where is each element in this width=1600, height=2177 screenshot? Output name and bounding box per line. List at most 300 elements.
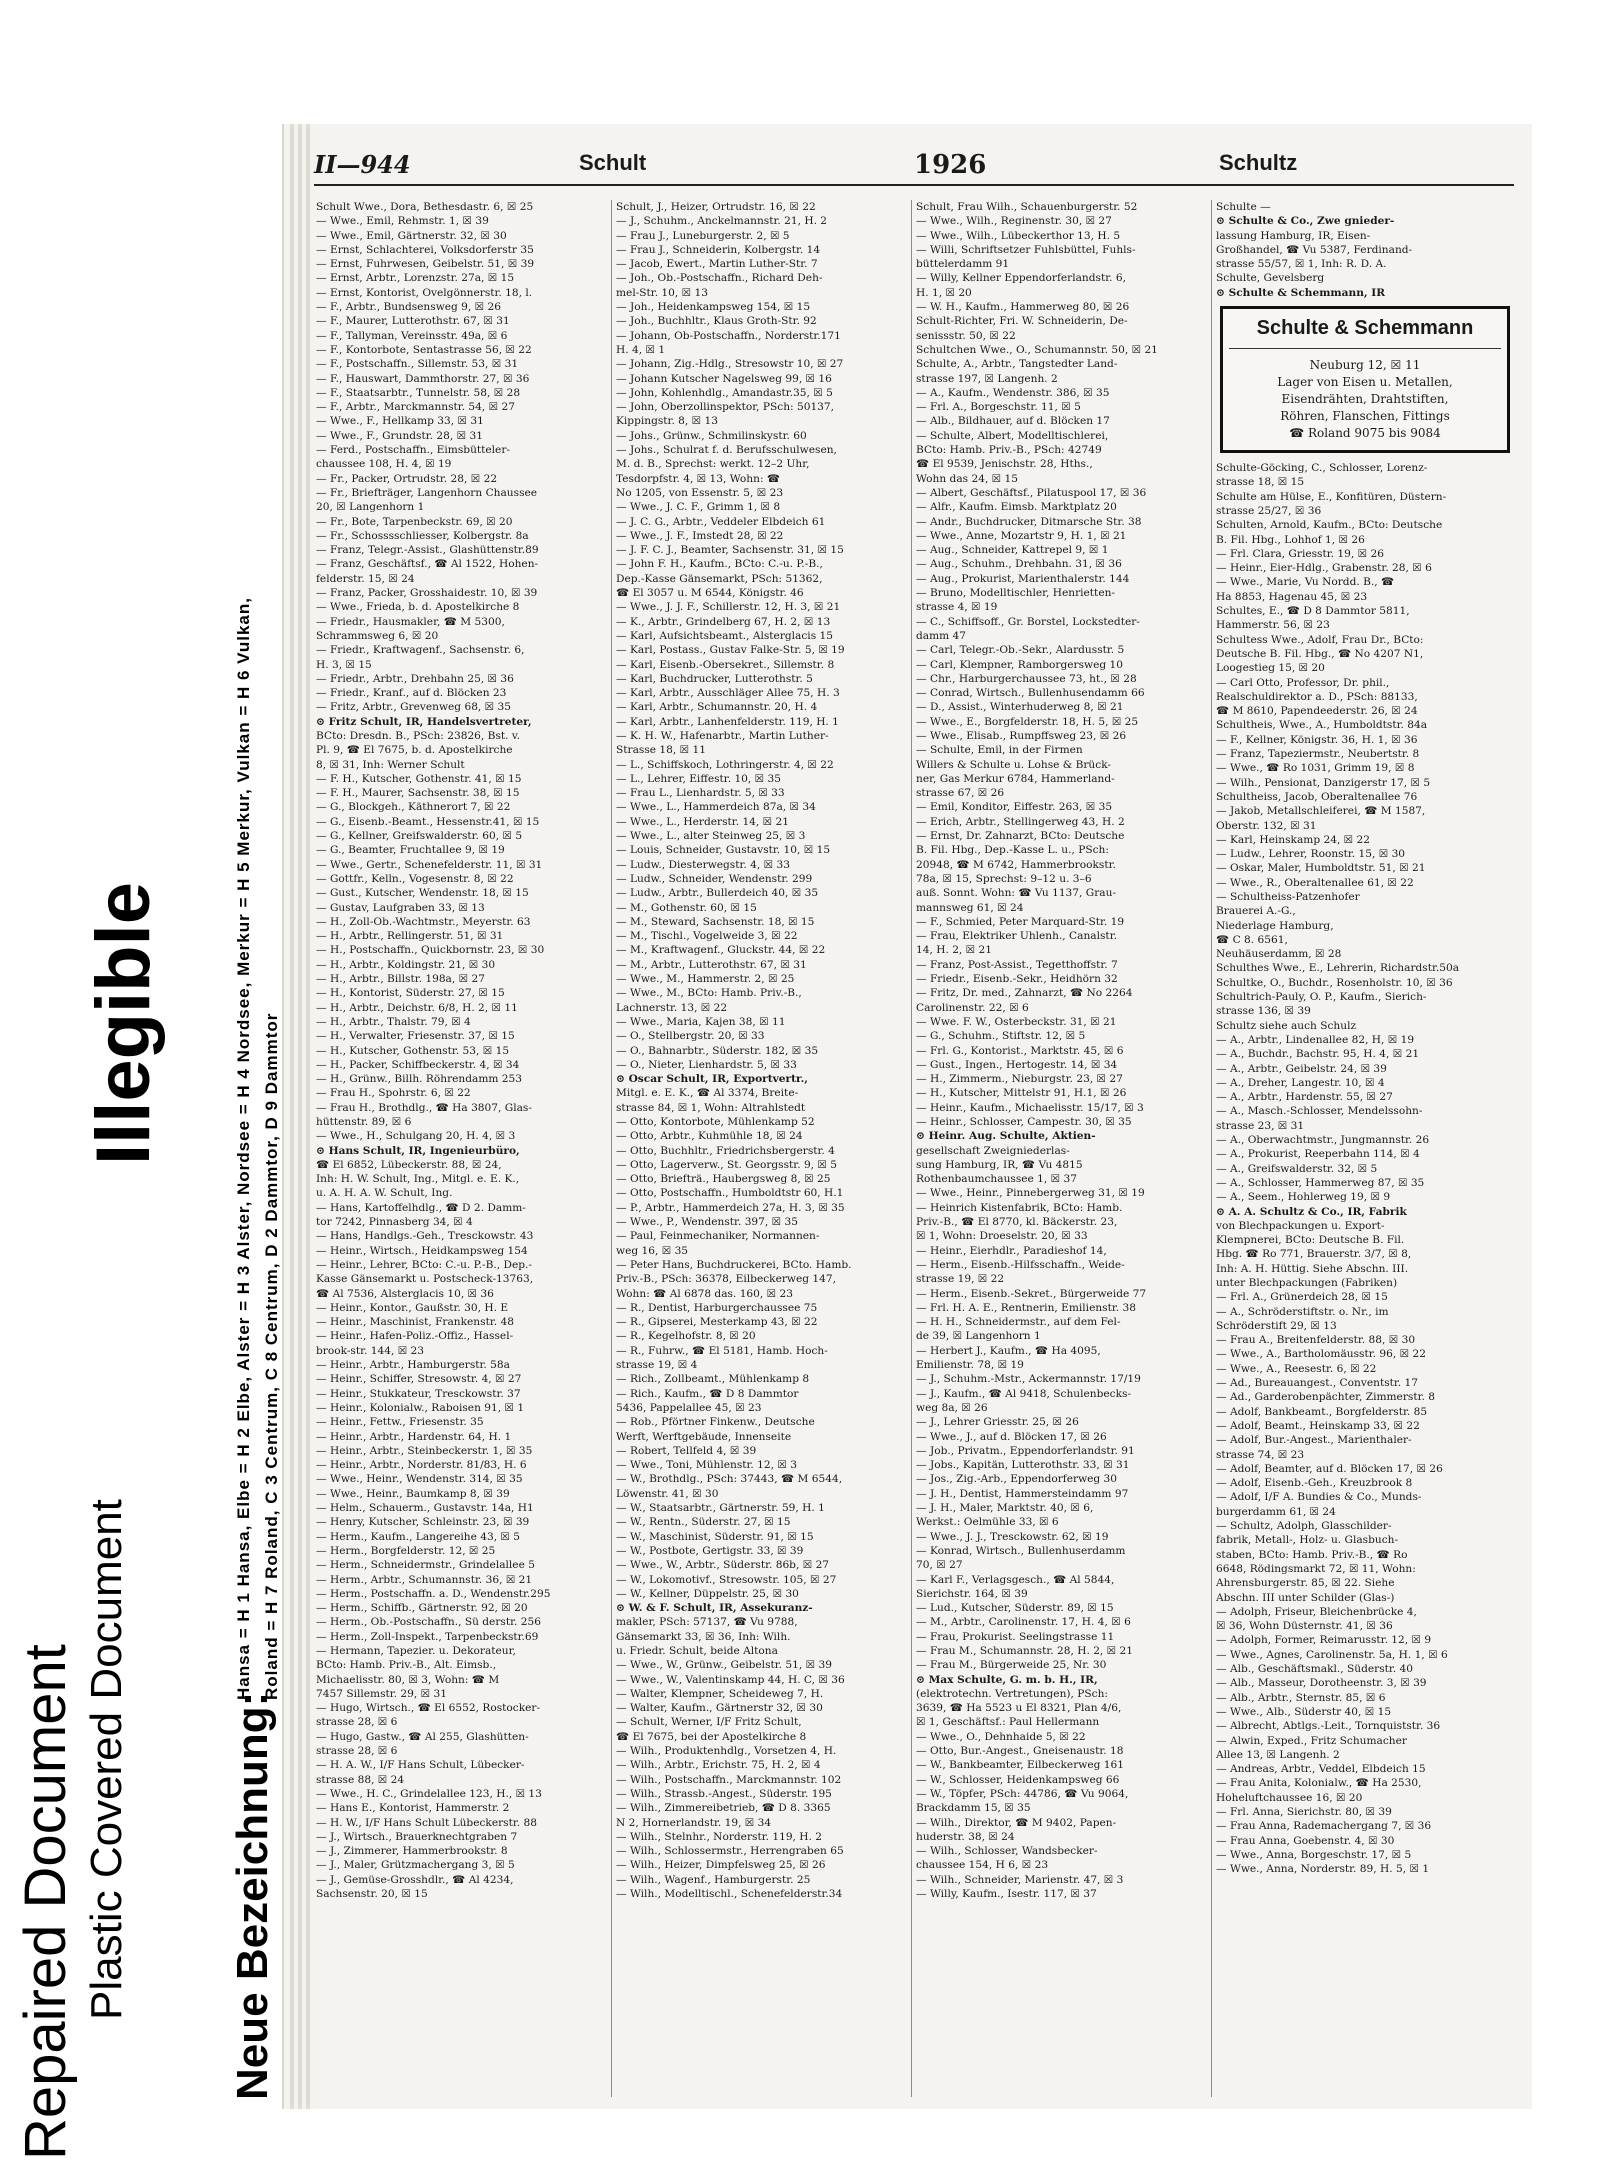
directory-entry: — Conrad, Wirtsch., Bullenhusendamm 66: [916, 687, 1145, 700]
directory-entry: — Adolph, Former, Reimarusstr. 12, ☒ 9: [1216, 1634, 1432, 1647]
directory-entry: Schulte am Hülse, E., Konfitüren, Düstern-: [1216, 490, 1447, 503]
directory-entry: — Frl. G., Kontorist., Marktstr. 45, ☒ 6: [916, 1044, 1124, 1057]
directory-entry: — Heinr., Arbtr., Hamburgerstr. 58a: [316, 1359, 510, 1372]
directory-entry: — Johann, Zig.-Hdlg., Stresowstr 10, ☒ 27: [616, 358, 844, 371]
directory-entry: — Heinr., Arbtr., Hardenstr. 64, H. 1: [316, 1430, 512, 1443]
directory-entry: — Frau Anna, Rademachergang 7, ☒ 36: [1216, 1820, 1432, 1833]
directory-entry: — Herm., Eisenb.-Hilfsschaffn., Weide-: [916, 1258, 1125, 1271]
directory-entry: — F. H., Kutscher, Gothenstr. 41, ☒ 15: [316, 772, 522, 785]
directory-entry: — M., Gothenstr. 60, ☒ 15: [616, 901, 757, 914]
directory-entry: — F., Arbtr., Marckmannstr. 54, ☒ 27: [316, 401, 515, 414]
directory-entry: Tesdorpfstr. 4, ☒ 13, Wohn: ☎: [616, 472, 781, 485]
directory-entry: — Hans E., Kontorist, Hammerstr. 2: [316, 1802, 510, 1815]
directory-entry: — Johs., Schulrat f. d. Berufsschulwesen,: [616, 444, 837, 457]
header-first-name: Schult: [579, 150, 647, 175]
directory-entry: Emilienstr. 78, ☒ 19: [916, 1359, 1024, 1372]
directory-entry: Schult-Richter, Fri. W. Schneiderin, De-: [916, 315, 1128, 328]
directory-entry: — H., Kontorist, Süderstr. 27, ☒ 15: [316, 987, 505, 1000]
directory-entry: — Otto, Lagerverw., St. Georgsstr. 9, ☒ 5: [616, 1158, 838, 1171]
directory-entry: — O., Nieter, Lienhardstr. 5, ☒ 33: [616, 1058, 797, 1071]
directory-entry: — Schultheiss-Patzenhofer: [1216, 890, 1360, 903]
directory-entry: Abschn. III unter Schilder (Glas-): [1216, 1591, 1395, 1604]
directory-entry: — Heinr., Lehrer, BCto: C.-u. P.-B., Dep.-: [316, 1258, 532, 1271]
directory-entry: — Heinr., Kolonialw., Raboisen 91, ☒ 1: [316, 1401, 525, 1414]
directory-entry: — J., Schuhm., Anckelmannstr. 21, H. 2: [616, 215, 828, 228]
directory-entry: — Herm., Arbtr., Schumannstr. 36, ☒ 21: [316, 1573, 533, 1586]
directory-entry: — Schult, Werner, I/F Fritz Schult,: [616, 1716, 802, 1729]
directory-entry: 78a, ☒ 15, Sprechst: 9–12 u. 3–6: [916, 872, 1092, 885]
directory-entry: — Aug., Schuhm., Drehbahn. 31, ☒ 36: [916, 558, 1122, 571]
directory-entry: — G., Blockgeh., Käthnerort 7, ☒ 22: [316, 801, 511, 814]
directory-entry: — J. H., Maler, Marktstr. 40, ☒ 6,: [916, 1502, 1094, 1515]
directory-entry: — Carl Otto, Professor, Dr. phil.,: [1216, 676, 1390, 689]
directory-entry: ☎ El 9539, Jenischstr. 28, Hths.,: [916, 458, 1093, 471]
directory-entry: — A., Arbtr., Geibelstr. 24, ☒ 39: [1216, 1062, 1387, 1075]
directory-entry: — Wwe., W., Grünw., Geibelstr. 51, ☒ 39: [616, 1659, 832, 1672]
directory-entry: — Frau L., Lienhardstr. 5, ☒ 33: [616, 787, 785, 800]
directory-entry: — Herm., Zoll-Inspekt., Tarpenbeckstr.69: [316, 1630, 539, 1643]
directory-entry: B. Fil. Hbg., Dep.-Kasse L. u., PSch:: [916, 844, 1109, 857]
column-2: [614, 200, 912, 2097]
directory-entry: — Frau, Elektriker Uhlenh., Canalstr.: [916, 930, 1117, 943]
directory-entry: BCto: Hamb. Priv.-B., Alt. Eimsb.,: [316, 1659, 497, 1672]
directory-entry: ☎ M 8610, Papendeederstr. 26, ☒ 24: [1216, 705, 1418, 718]
directory-entry: — Wwe., L., Hammerdeich 87a, ☒ 34: [616, 801, 816, 814]
directory-entry: — Otto, Postschaffn., Humboldtstr 60, H.1: [616, 1187, 844, 1200]
directory-entry: — W., Kellner, Düppelstr. 25, ☒ 30: [616, 1587, 799, 1600]
directory-entry: brook-str. 144, ☒ 23: [316, 1344, 425, 1357]
directory-entry: — Schulte, Emil, in der Firmen: [916, 744, 1083, 757]
directory-entry: (elektrotechn. Vertretungen), PSch:: [916, 1687, 1108, 1700]
directory-entry: — Robert, Tellfeld 4, ☒ 39: [616, 1444, 757, 1457]
directory-entry: strasse 67, ☒ 26: [916, 787, 1005, 800]
directory-entry: — W., Bankbeamter, Eilbeckerweg 161: [916, 1759, 1124, 1772]
directory-entry: Allee 13, ☒ Langenh. 2: [1216, 1748, 1340, 1761]
directory-entry: ☎ El 6852, Lübeckerstr. 88, ☒ 24,: [316, 1158, 502, 1171]
directory-entry: Kasse Gänsemarkt u. Postscheck-13763,: [316, 1273, 534, 1286]
directory-entry: — Heinr., Wirtsch., Heidkampsweg 154: [316, 1244, 528, 1257]
directory-entry: — J., Gemüse-Grosshdlr., ☎ Al 4234,: [316, 1873, 514, 1886]
directory-entry: — A., Oberwachtmstr., Jungmannstr. 26: [1216, 1134, 1430, 1147]
ad-title: Schulte & Schemmann: [1229, 317, 1501, 349]
directory-entry: — F., Postschaffn., Sillemstr. 53, ☒ 31: [316, 358, 519, 371]
directory-entry: — H., Arbtr., Billstr. 198a, ☒ 27: [316, 973, 485, 986]
directory-entry: — Hermann, Tapezier. u. Dekorateur,: [316, 1644, 516, 1657]
directory-entry: B. Fil. Hbg., Lohhof 1, ☒ 26: [1216, 533, 1365, 546]
directory-entry: Michaelisstr. 80, ☒ 3, Wohn: ☎ M: [316, 1673, 500, 1686]
directory-entry: — Erich, Arbtr., Stellingerweg 43, H. 2: [916, 815, 1125, 828]
directory-entry: — W., Staatsarbtr., Gärtnerstr. 59, H. 1: [616, 1502, 825, 1515]
directory-entry: N 2, Hornerlandstr. 19, ☒ 34: [616, 1816, 772, 1829]
directory-entry: — Fritz, Dr. med., Zahnarzt, ☎ No 2264: [916, 987, 1133, 1000]
directory-entry: — Otto, Bur.-Angest., Gneisenaustr. 18: [916, 1745, 1124, 1758]
directory-entry: — Herm., Ob.-Postschaffn., Sü derstr. 256: [316, 1616, 541, 1629]
directory-entry: — Karl, Heinskamp 24, ☒ 22: [1216, 833, 1371, 846]
directory-entry: Mitgl. e. E. K., ☎ Al 3374, Breite-: [616, 1087, 799, 1100]
directory-entry: Pl. 9, ☎ El 7675, b. d. Apostelkirche: [316, 744, 513, 757]
directory-entry: BCto: Hamb. Priv.-B., PSch: 42749: [916, 444, 1102, 457]
directory-entry: strasse 4, ☒ 19: [916, 601, 998, 614]
directory-entry: — Franz, Tapeziermstr., Neubertstr. 8: [1216, 748, 1420, 761]
directory-entry: — Alb., Masseur, Dorotheenstr. 3, ☒ 39: [1216, 1677, 1427, 1690]
directory-entry: — Wilh., Wagenf., Hamburgerstr. 25: [616, 1873, 811, 1886]
page-edge: [306, 124, 310, 2109]
directory-entry: Priv.-B., ☎ El 8770, kl. Bäckerstr. 23,: [916, 1216, 1118, 1229]
directory-entry: strasse 88, ☒ 24: [316, 1773, 405, 1786]
directory-entry: — A., Buchdr., Bachstr. 95, H. 4, ☒ 21: [1216, 1048, 1420, 1061]
directory-entry: u. A. H. A. W. Schult, Ing.: [316, 1187, 453, 1200]
directory-entry: — Frau M., Schumannstr. 28, H. 2, ☒ 21: [916, 1644, 1134, 1657]
directory-entry: — Wwe., Wilh., Reginenstr. 30, ☒ 27: [916, 215, 1112, 228]
directory-entry: Oberstr. 132, ☒ 31: [1216, 819, 1317, 832]
directory-entry: — Karl, Arbtr., Lanhenfelderstr. 119, H. 1: [616, 715, 839, 728]
directory-entry: — A., Prokurist, Reeperbahn 114, ☒ 4: [1216, 1148, 1420, 1161]
directory-entry: — Wilh., Schneider, Marienstr. 47, ☒ 3: [916, 1873, 1124, 1886]
directory-entry: — Wwe., M., Hammerstr. 2, ☒ 25: [616, 973, 795, 986]
directory-entry: — Alwin, Exped., Fritz Schumacher: [1216, 1734, 1407, 1747]
directory-entry: — Konrad, Wirtsch., Bullenhuserdamm: [916, 1544, 1126, 1557]
directory-entry: — Friedr., Kraftwagenf., Sachsenstr. 6,: [316, 644, 525, 657]
directory-entry: Schult, Frau Wilh., Schauenburgerstr. 52: [916, 201, 1138, 213]
directory-entry: huderstr. 38, ☒ 24: [916, 1830, 1015, 1843]
directory-entry: — John F. H., Kaufm., BCto: C.-u. P.-B.,: [616, 558, 823, 571]
directory-entry: strasse 74, ☒ 23: [1216, 1448, 1305, 1461]
legend-line-2: Roland = H 7 Roland, C 3 Centrum, C 8 Centrum, D 2 Dammtor, D 9 Dammtor: [262, 1012, 281, 1700]
directory-entry: — Wwe., E., Borgfelderstr. 18, H. 5, ☒ 25: [916, 715, 1139, 728]
directory-entry: Schrammsweg 6, ☒ 20: [316, 629, 439, 642]
directory-entry: — C., Schiffsoff., Gr. Borstel, Lockstedter-: [916, 615, 1140, 628]
directory-entry: — Wilh., Postschaffn., Marckmannstr. 102: [616, 1773, 842, 1786]
directory-entry: strasse 28, ☒ 6: [316, 1716, 398, 1729]
directory-entry: — Andr., Buchdrucker, Ditmarsche Str. 38: [916, 515, 1142, 528]
directory-entry: 20, ☒ Langenhorn 1: [316, 501, 425, 514]
directory-entry: Lachnerstr. 13, ☒ 22: [616, 1001, 728, 1014]
directory-entry: — Wwe. F. W., Osterbeckstr. 31, ☒ 21: [916, 1015, 1117, 1028]
illegible-label: Illegible: [81, 882, 166, 1165]
directory-entry: — Wilh., Produktenhdlg., Vorsetzen 4, H.: [616, 1745, 837, 1758]
directory-entry: — Karl, Postass., Gustav Falke-Str. 5, ☒ 19: [616, 644, 845, 657]
directory-entry: — J. F. C. J., Beamter, Sachsenstr. 31, ☒ 15: [616, 544, 844, 557]
directory-entry: — H., Arbtr., Koldingstr. 21, ☒ 30: [316, 958, 496, 971]
directory-entry: — Wwe., Anna, Norderstr. 89, H. 5, ☒ 1: [1216, 1863, 1430, 1876]
directory-entry: — Heinr., Kaufm., Michaelisstr. 15/17, ☒ 3: [916, 1101, 1144, 1114]
directory-entry: — Adolf, Beamter, auf d. Blöcken 17, ☒ 26: [1216, 1462, 1443, 1475]
directory-entry: — Carl, Klempner, Ramborgersweg 10: [916, 658, 1124, 671]
ad-line: Röhren, Flanschen, Fittings: [1280, 409, 1450, 424]
directory-entry: ner, Gas Merkur 6784, Hammerland-: [916, 772, 1115, 785]
directory-entry: — Ad., Bureauangest., Conventstr. 17: [1216, 1377, 1419, 1390]
directory-entry: — Frau Anita, Kolonialw., ☎ Ha 2530,: [1216, 1777, 1422, 1790]
directory-entry: — G., Kellner, Greifswalderstr. 60, ☒ 5: [316, 830, 523, 843]
ad-line: Neuburg 12, ☒ 11: [1309, 358, 1421, 373]
directory-entry: — Wilh., Modelltischl., Schenefelderstr.34: [616, 1888, 843, 1901]
directory-entry: Schulte-Göcking, C., Schlosser, Lorenz-: [1216, 462, 1428, 475]
side-annotations: [0, 0, 166, 2177]
directory-entry: damm 47: [916, 629, 967, 642]
directory-entry: — Ernst, Dr. Zahnarzt, BCto: Deutsche: [916, 830, 1125, 843]
directory-entry: — J., Maler, Grützmachergang 3, ☒ 5: [316, 1859, 515, 1872]
directory-entry: — Wilh., Stelnhr., Norderstr. 119, H. 2: [616, 1830, 823, 1843]
directory-entry: Wohn das 24, ☒ 15: [916, 472, 1019, 485]
directory-entry: — Ad., Garderobenpächter, Zimmerstr. 8: [1216, 1391, 1435, 1404]
directory-entry: ☎ El 3057 u. M 6544, Königstr. 46: [616, 587, 804, 600]
directory-entry: Inh: H. W. Schult, Ing., Mitgl. e. E. K.,: [316, 1173, 520, 1186]
directory-entry: — H. W., I/F Hans Schult Lübeckerstr. 88: [316, 1816, 537, 1829]
directory-entry: strasse 23, ☒ 31: [1216, 1119, 1305, 1132]
ad-line: ☎ Roland 9075 bis 9084: [1289, 426, 1441, 441]
directory-entry: M. d. B., Sprechst: werkt. 12–2 Uhr,: [616, 458, 810, 471]
column-3: [914, 200, 1212, 2097]
directory-entry: — Fritz, Arbtr., Grevenweg 68, ☒ 35: [316, 701, 512, 714]
directory-entry: — Heinr., Arbtr., Norderstr. 81/83, H. 6: [316, 1459, 527, 1472]
directory-entry: — Frau J., Schneiderin, Kolbergstr. 14: [616, 243, 821, 256]
directory-entry: — A., Arbtr., Lindenallee 82, H, ☒ 19: [1216, 1033, 1415, 1046]
directory-entry: Schult, J., Heizer, Ortrudstr. 16, ☒ 22: [616, 201, 816, 213]
directory-entry: — Karl F., Verlagsgesch., ☎ Al 5844,: [916, 1573, 1115, 1586]
directory-entry: — Wwe., ☎ Ro 1031, Grimm 19, ☒ 8: [1216, 762, 1415, 775]
directory-columns: [314, 200, 1518, 2097]
directory-entry: — Wwe., J. C. F., Grimm 1, ☒ 8: [616, 501, 781, 514]
directory-entry: — Ferd., Postschaffn., Eimsbütteler-: [316, 444, 510, 457]
directory-entry: — Wilh., Zimmereibetrieb, ☎ D 8. 3365: [616, 1802, 831, 1815]
directory-entry: — Hans, Handlgs.-Geh., Tresckowstr. 43: [316, 1230, 534, 1243]
directory-entry: — Ernst, Kontorist, Ovelgönnerstr. 18, l.: [316, 286, 533, 299]
directory-entry: — W., Postbote, Gertigstr. 33, ☒ 39: [616, 1544, 804, 1557]
directory-entry: — Wwe., H. C., Grindelallee 123, H., ☒ 13: [316, 1787, 542, 1800]
directory-entry: büttelerdamm 91: [916, 258, 1010, 271]
directory-entry: — Heinr., Arbtr., Steinbeckerstr. 1, ☒ 35: [316, 1444, 533, 1457]
directory-entry: — Albrecht, Abtlgs.-Leit., Tornquiststr. 36: [1216, 1720, 1441, 1733]
directory-entry: — Willy, Kaufm., Isestr. 117, ☒ 37: [916, 1888, 1097, 1901]
directory-entry: — H., Packer, Schiffbeckerstr. 4, ☒ 34: [316, 1058, 520, 1071]
directory-entry: — Fr., Packer, Ortrudstr. 28, ☒ 22: [316, 472, 498, 485]
directory-entry: Löwenstr. 41, ☒ 30: [616, 1487, 719, 1500]
directory-entry: — Herm., Eisenb.-Sekret., Bürgerweide 77: [916, 1287, 1147, 1300]
directory-entry: — Schultz, Adolph, Glasschilder-: [1216, 1520, 1392, 1533]
directory-entry: — P., Arbtr., Hammerdeich 27a, H. 3, ☒ 35: [616, 1201, 845, 1214]
directory-entry: strasse 19, ☒ 22: [916, 1273, 1005, 1286]
directory-entry: — Rich., Kaufm., ☎ D 8 Dammtor: [616, 1387, 799, 1400]
directory-entry: — H. H., Schneidermstr., auf dem Fel-: [916, 1316, 1121, 1329]
directory-entry: — Wwe., Heinr., Baumkamp 8, ☒ 39: [316, 1487, 510, 1500]
directory-entry: sung Hamburg, IR, ☎ Vu 4815: [916, 1158, 1083, 1171]
directory-entry: — Wwe., L., Herderstr. 14, ☒ 21: [616, 815, 790, 828]
directory-entry: — Wwe., Marie, Vu Nordd. B., ☎: [1216, 576, 1395, 589]
directory-entry: — Wilh., Direktor, ☎ M 9402, Papen-: [916, 1816, 1117, 1829]
legend-line-1: Hansa = H 1 Hansa, Elbe = H 2 Elbe, Alster = H 3 Alster, Nordsee = H 4 Nordsee, Merkur = H 5 Merkur, Vulkan = H 6 Vulkan,: [234, 597, 253, 1700]
directory-entry: — Wwe., Anna, Borgeschstr. 17, ☒ 5: [1216, 1848, 1412, 1861]
directory-entry: — Walter, Klempner, Scheideweg 7, H.: [616, 1687, 824, 1700]
directory-entry: — Frau H., Brothdlg., ☎ Ha 3807, Glas-: [316, 1101, 532, 1114]
directory-entry: hüttenstr. 89, ☒ 6: [316, 1116, 412, 1128]
directory-entry: — Fr., Briefträger, Langenhorn Chaussee: [316, 486, 538, 499]
directory-entry: Schulten, Arnold, Kaufm., BCto: Deutsche: [1216, 519, 1443, 532]
directory-entry: — Friedr., Arbtr., Drehbahn 25, ☒ 36: [316, 672, 514, 685]
directory-entry: ☎ El 7675, bei der Apostelkirche 8: [616, 1730, 807, 1743]
directory-entry: — Fr., Schosssschliesser, Kolbergstr. 8a: [316, 529, 529, 542]
directory-entry: Sachsenstr. 20, ☒ 15: [316, 1888, 428, 1901]
directory-entry: — Wwe., F., Hellkamp 33, ☒ 31: [316, 415, 484, 428]
directory-entry: — A., Dreher, Langestr. 10, ☒ 4: [1216, 1076, 1385, 1089]
column-1: [314, 200, 612, 2097]
directory-entry: — Adolf, Eisenb.-Geh., Kreuzbrook 8: [1216, 1477, 1413, 1490]
directory-entry: Schulte, Gevelsberg: [1216, 272, 1325, 285]
directory-entry: unter Blechpackungen (Fabriken): [1216, 1277, 1398, 1289]
directory-entry: — Wwe., Heinr., Pinnebergerweg 31, ☒ 19: [916, 1187, 1145, 1200]
directory-entry: weg 16, ☒ 35: [616, 1244, 689, 1257]
directory-entry: — Frl. H. A. E., Rentnerin, Emilienstr. 38: [916, 1301, 1136, 1314]
directory-entry: — Karl, Aufsichtsbeamt., Alsterglacis 15: [616, 629, 833, 642]
directory-entry: — Peter Hans, Buchdruckerei, BCto. Hamb.: [616, 1258, 852, 1271]
directory-entry: Ahrensburgerstr. 85, ☒ 22. Siehe: [1216, 1577, 1395, 1590]
directory-entry: — H., Kutscher, Mittelstr 91, H.1, ☒ 26: [916, 1087, 1127, 1100]
directory-entry: — Johann Kutscher Nagelsweg 99, ☒ 16: [616, 372, 832, 385]
directory-entry: u. Friedr. Schult, beide Altona: [616, 1644, 778, 1657]
directory-entry: — M., Arbtr., Carolinenstr. 17, H. 4, ☒ 6: [916, 1616, 1131, 1629]
directory-entry: — Bruno, Modelltischler, Henrietten-: [916, 587, 1115, 600]
directory-entry: — Ernst, Fuhrwesen, Geibelstr. 51, ☒ 39: [316, 258, 535, 271]
directory-entry: ⊙ Max Schulte, G. m. b. H., IR,: [916, 1673, 1098, 1686]
directory-entry: — Wwe., Gertr., Schenefelderstr. 11, ☒ 31: [316, 858, 543, 871]
directory-entry: — Wwe., Emil, Gärtnerstr. 32, ☒ 30: [316, 229, 507, 242]
directory-entry: — Wilh., Strassb.-Angest., Süderstr. 195: [616, 1787, 832, 1800]
directory-entry: Schultheis, Wwe., A., Humboldtstr. 84a: [1216, 719, 1428, 732]
directory-entry: — Wwe., W., Arbtr., Süderstr. 86b, ☒ 27: [616, 1559, 830, 1572]
directory-entry: — Jakob, Metallschleiferei, ☎ M 1587,: [1216, 805, 1426, 818]
directory-entry: — A., Arbtr., Hardenstr. 55, ☒ 27: [1216, 1091, 1393, 1104]
directory-entry: 7457 Sillemstr. 29, ☒ 31: [316, 1687, 447, 1700]
directory-entry: Neuhäuserdamm, ☒ 28: [1216, 948, 1342, 961]
directory-entry: — Heinr., Schiffer, Stresowstr. 4, ☒ 27: [316, 1373, 522, 1386]
directory-entry: — A., Greifswalderstr. 32, ☒ 5: [1216, 1162, 1378, 1175]
directory-entry: — Adolf, Beamt., Heinskamp 33, ☒ 22: [1216, 1419, 1420, 1432]
directory-entry: — Joh., Ob.-Postschaffn., Richard Deh-: [616, 272, 823, 285]
directory-entry: Priv.-B., PSch: 36378, Eilbeckerweg 147,: [616, 1273, 836, 1286]
directory-entry: von Blechpackungen u. Export-: [1216, 1219, 1385, 1232]
directory-entry: — A., Schlosser, Hammerweg 87, ☒ 35: [1216, 1176, 1425, 1189]
directory-entry: Carolinenstr. 22, ☒ 6: [916, 1001, 1029, 1014]
directory-entry: — Heinr., Hafen-Poliz.-Offiz., Hassel-: [316, 1330, 514, 1343]
directory-entry: — Paul, Feinmechaniker, Normannen-: [616, 1230, 820, 1243]
directory-entry: ⊙ Schulte & Co., Zwe gnieder-: [1216, 215, 1395, 228]
directory-entry: — Herm., Kaufm., Langereihe 43, ☒ 5: [316, 1530, 521, 1543]
directory-entry: — Adolf, Bur.-Angest., Marienthaler-: [1216, 1434, 1412, 1447]
schulte-schemmann-advertisement: [1220, 306, 1510, 453]
directory-entry: — Herm., Schiffb., Gärtnerstr. 92, ☒ 20: [316, 1602, 528, 1615]
directory-entry: — Joh., Buchhltr., Klaus Groth-Str. 92: [616, 315, 817, 328]
directory-entry: — Frau M., Bürgerweide 25, Nr. 30: [916, 1659, 1107, 1672]
directory-entry: — Heinr., Kontor., Gaußstr. 30, H. E: [316, 1301, 509, 1314]
directory-entry: 8, ☒ 31, Inh: Werner Schult: [316, 758, 465, 771]
directory-entry: — Willy, Kellner Eppendorferlandstr. 6,: [916, 272, 1126, 285]
directory-entry: — Frl. Anna, Sierichstr. 80, ☒ 39: [1216, 1805, 1392, 1818]
directory-entry: — Heinr., Fettw., Friesenstr. 35: [316, 1416, 484, 1429]
directory-entry: — Wwe., J., auf d. Blöcken 17, ☒ 26: [916, 1430, 1107, 1443]
directory-entry: — W., Rentn., Süderstr. 27, ☒ 15: [616, 1516, 791, 1529]
directory-entry: — Frau H., Spohrstr. 6, ☒ 22: [316, 1087, 471, 1100]
directory-entry: senissstr. 50, ☒ 22: [916, 329, 1016, 342]
directory-entry: — H. A. W., I/F Hans Schult, Lübecker-: [316, 1759, 525, 1772]
legend-heading: Neue Bezeichnung:: [228, 1691, 277, 2100]
directory-entry: — Alb., Bildhauer, auf d. Blöcken 17: [916, 415, 1110, 428]
directory-entry: — Ludw., Arbtr., Bullerdeich 40, ☒ 35: [616, 887, 819, 900]
directory-entry: Rothenbaumchaussee 1, ☒ 37: [916, 1173, 1077, 1186]
directory-entry: — F., Staatsarbtr., Tunnelstr. 58, ☒ 28: [316, 386, 521, 399]
directory-entry: Realschuldirektor a. D., PSch: 88133,: [1216, 690, 1418, 703]
directory-entry: — R., Kegelhofstr. 8, ☒ 20: [616, 1330, 756, 1343]
directory-entry: Kippingstr. 8, ☒ 13: [616, 415, 719, 428]
directory-entry: — Wwe., A., Bartholomäusstr. 96, ☒ 22: [1216, 1348, 1426, 1361]
directory-entry: 70, ☒ 27: [916, 1559, 963, 1572]
directory-entry: — Adolph, Friseur, Bleichenbrücke 4,: [1216, 1605, 1417, 1618]
directory-entry: — Wilh., Heizer, Dimpfelsweg 25, ☒ 26: [616, 1859, 826, 1872]
directory-entry: Loogestieg 15, ☒ 20: [1216, 662, 1325, 675]
directory-entry: — H., Kutscher, Gothenstr. 53, ☒ 15: [316, 1044, 510, 1057]
directory-entry: — W., Töpfer, PSch: 44786, ☎ Vu 9064,: [916, 1787, 1129, 1800]
directory-entry: — Wwe., L., alter Steinweg 25, ☒ 3: [616, 830, 806, 843]
directory-entry: Schultchen Wwe., O., Schumannstr. 50, ☒ 21: [916, 343, 1158, 356]
directory-entry: — Wwe., W., Valentinskamp 44, H. C, ☒ 36: [616, 1673, 845, 1686]
directory-entry: — Wwe., Emil, Rehmstr. 1, ☒ 39: [316, 215, 489, 228]
directory-entry: — W., Lokomotivf., Stresowstr. 105, ☒ 27: [616, 1573, 837, 1586]
directory-entry: — G., Beamter, Fruchtallee 9, ☒ 19: [316, 844, 505, 857]
plastic-covered-label: Plastic Covered Document: [82, 1499, 131, 2020]
directory-entry: Ha 8853, Hagenau 45, ☒ 23: [1216, 590, 1368, 603]
directory-entry: strasse 136, ☒ 39: [1216, 1005, 1311, 1018]
directory-entry: — Wwe., M., BCto: Hamb. Priv.-B.,: [616, 987, 802, 1000]
directory-entry: ⊙ A. A. Schultz & Co., IR, Fabrik: [1216, 1205, 1407, 1218]
directory-entry: — Carl, Telegr.-Ob.-Sekr., Alardusstr. 5: [916, 644, 1125, 657]
directory-entry: — Ludw., Schneider, Wendenstr. 299: [616, 872, 813, 885]
directory-entry: — H., Verwalter, Friesenstr. 37, ☒ 15: [316, 1030, 515, 1043]
directory-entry: Schult Wwe., Dora, Bethesdastr. 6, ☒ 25: [316, 201, 534, 213]
directory-entry: — John, Oberzollinspektor, PSch: 50137,: [616, 401, 835, 414]
directory-entry: — A., Kaufm., Wendenstr. 386, ☒ 35: [916, 386, 1110, 399]
directory-entry: Schultes, E., ☎ D 8 Dammtor 5811,: [1216, 605, 1410, 618]
directory-entry: Niederlage Hamburg,: [1216, 919, 1334, 932]
column-4: [1214, 200, 1518, 2097]
directory-entry: BCto: Dresdn. B., PSch: 23826, Bst. v.: [316, 729, 520, 742]
directory-entry: H. 4, ☒ 1: [616, 343, 666, 356]
directory-entry: auß. Sonnt. Wohn: ☎ Vu 1137, Grau-: [916, 887, 1117, 900]
directory-entry: — Schulte, Albert, Modelltischlerei,: [916, 429, 1109, 442]
directory-entry: — Gottfr., Kelln., Vogesenstr. 8, ☒ 22: [316, 872, 514, 885]
directory-entry: Deutsche B. Fil. Hbg., ☎ No 4207 N1,: [1216, 647, 1424, 660]
directory-entry: ⊙ W. & F. Schult, IR, Assekuranz-: [616, 1602, 813, 1615]
directory-entry: — Emil, Konditor, Eiffestr. 263, ☒ 35: [916, 801, 1113, 814]
directory-entry: — J., Wirtsch., Brauerknechtgraben 7: [316, 1830, 518, 1843]
directory-entry: — R., Dentist, Harburgerchaussee 75: [616, 1301, 818, 1314]
directory-entry: Schulte, A., Arbtr., Tangstedter Land-: [916, 358, 1118, 371]
directory-entry: — Johs., Grünw., Schmilinskystr. 60: [616, 429, 807, 442]
directory-entry: — Joh., Heidenkampsweg 154, ☒ 15: [616, 301, 811, 314]
directory-entry: tor 7242, Pinnasberg 34, ☒ 4: [316, 1216, 473, 1229]
directory-entry: — Oskar, Maler, Humboldtstr. 51, ☒ 21: [1216, 862, 1426, 875]
directory-entry: — Rob., Pförtner Finkenw., Deutsche: [616, 1416, 815, 1429]
directory-entry: — Johann, Ob-Postschaffn., Norderstr.171: [616, 329, 841, 342]
directory-entry: Inh: A. H. Hüttig. Siehe Abschn. III.: [1216, 1262, 1409, 1275]
directory-entry: — F., Hauswart, Dammthorstr. 27, ☒ 36: [316, 372, 530, 385]
page-edge: [298, 124, 302, 2109]
directory-entry: — Franz, Packer, Grosshaidestr. 10, ☒ 39: [316, 587, 538, 600]
directory-entry: fabrik, Metall-, Holz- u. Glasbuch-: [1216, 1534, 1399, 1547]
directory-entry: — F., Schmied, Peter Marquard-Str. 19: [916, 915, 1125, 928]
directory-entry: strasse 25/27, ☒ 36: [1216, 504, 1322, 517]
directory-entry: — Frl. Clara, Griesstr. 19, ☒ 26: [1216, 547, 1384, 560]
directory-entry: — O., Stellbergstr. 20, ☒ 33: [616, 1030, 765, 1043]
directory-entry: — Lud., Kutscher, Süderstr. 89, ☒ 15: [916, 1602, 1114, 1615]
directory-entry: — J. H., Dentist, Hammersteindamm 97: [916, 1487, 1129, 1500]
